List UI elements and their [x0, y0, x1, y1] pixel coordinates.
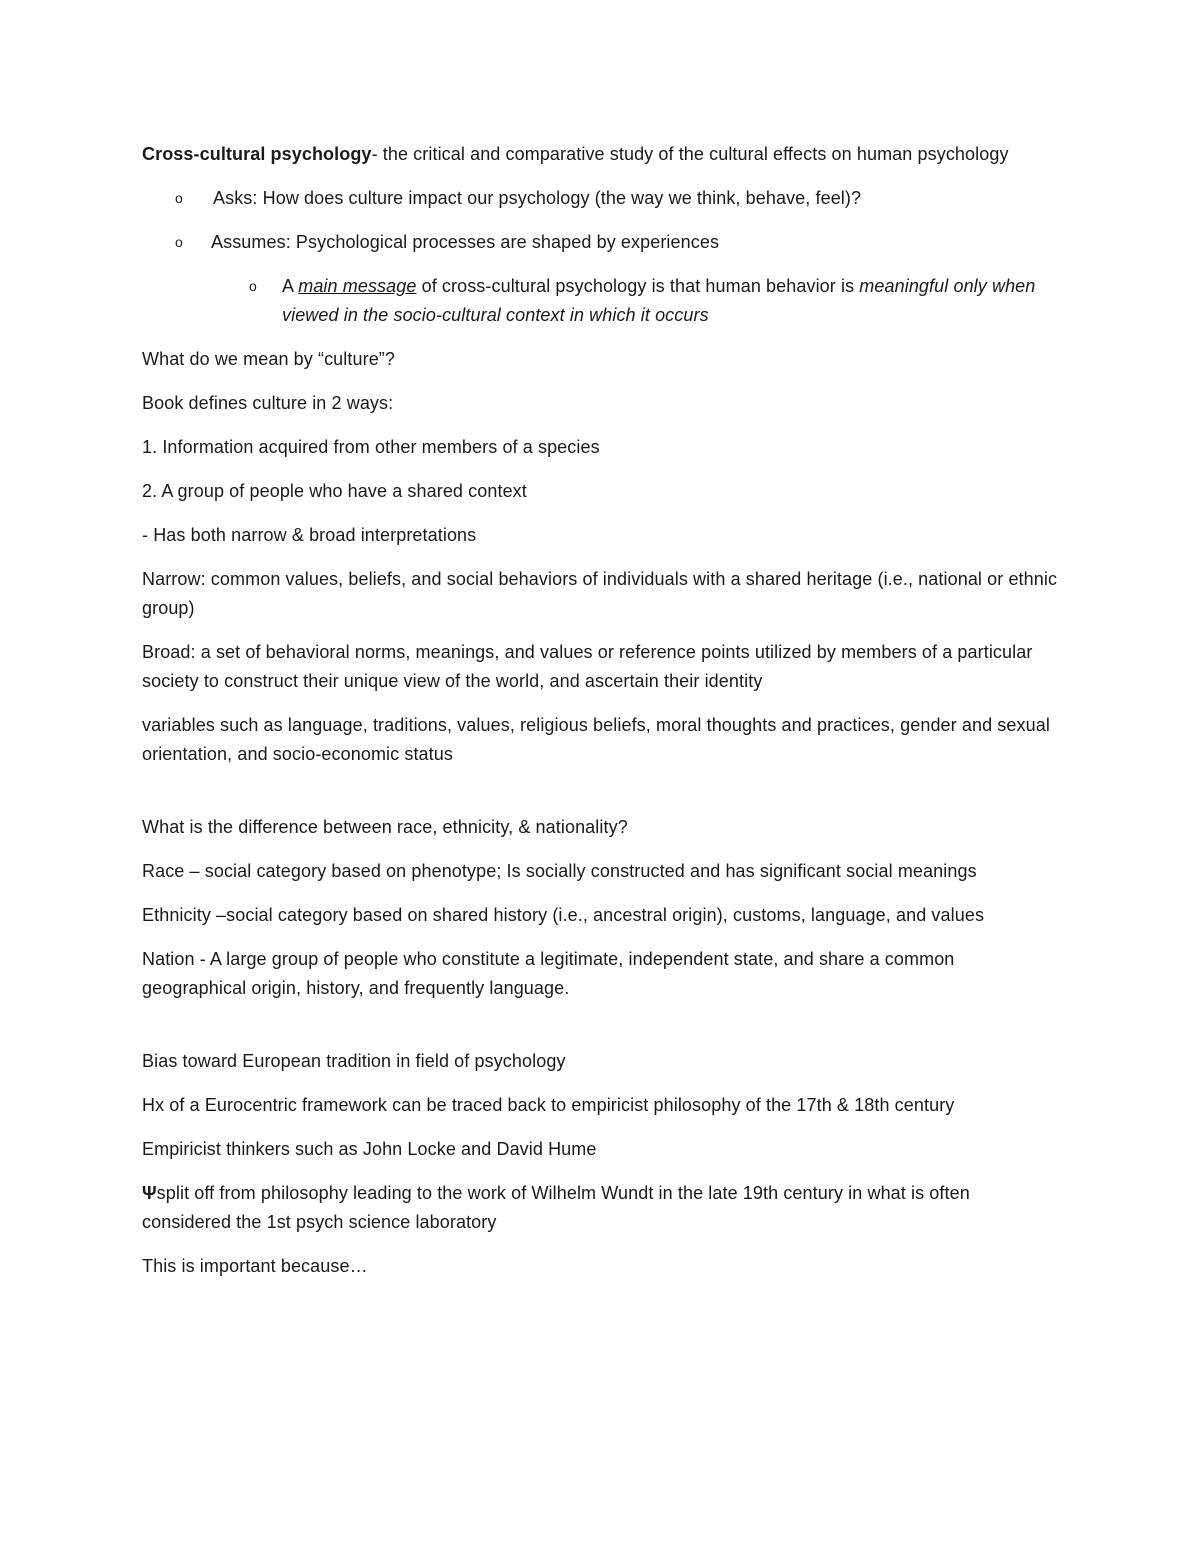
- bias-important: This is important because…: [142, 1256, 368, 1276]
- culture-book-definition: Book defines culture in 2 ways:: [142, 393, 394, 413]
- main-message-underlined: main message: [298, 276, 417, 296]
- bias-psi-paragraph: [142, 1179, 1062, 1237]
- nation-definition: Nation - A large group of people who constitute a legitimate, independent state, and share a common geographical origin, history, and frequently language.: [142, 949, 955, 998]
- sub-bullet-middle: of cross-cultural psychology is that human behavior is: [416, 276, 860, 296]
- culture-broad: Broad: a set of behavioral norms, meanings, and values or reference points utilized by members of a particular society to construct their unique view of the world, and ascertain their identity: [142, 642, 1033, 691]
- race-question: What is the difference between race, ethnicity, & nationality?: [142, 817, 628, 837]
- culture-interpretations: - Has both narrow & broad interpretations: [142, 525, 477, 545]
- sub-bullet-prefix: A: [282, 276, 299, 296]
- bias-empiricist: Empiricist thinkers such as John Locke and David Hume: [142, 1139, 597, 1159]
- culture-narrow: Narrow: common values, beliefs, and social behaviors of individuals with a shared heritage (i.e., national or ethnic group): [142, 569, 1058, 618]
- bullet-marker: o: [175, 234, 183, 250]
- bullet-asks-text: Asks: How does culture impact our psychology (the way we think, behave, feel)?: [213, 188, 862, 208]
- document-body: [142, 140, 1062, 1296]
- race-definition: Race – social category based on phenotype; Is socially constructed and has significant social meanings: [142, 861, 977, 881]
- definition-paragraph: [142, 140, 1062, 169]
- spacer: [142, 1018, 1062, 1047]
- psi-text: split off from philosophy leading to the work of Wilhelm Wundt in the late 19th century in what is often considered the 1st psych science laboratory: [142, 1183, 970, 1232]
- ethnicity-definition: Ethnicity –social category based on shared history (i.e., ancestral origin), customs, language, and values: [142, 905, 985, 925]
- culture-definition-two: 2. A group of people who have a shared context: [142, 481, 527, 501]
- bias-heading: Bias toward European tradition in field of psychology: [142, 1051, 566, 1071]
- culture-variables: variables such as language, traditions, values, religious beliefs, moral thoughts and practices, gender and sexual orientation, and socio-economic status: [142, 715, 1050, 764]
- culture-definition-one: 1. Information acquired from other members of a species: [142, 437, 600, 457]
- psi-symbol: Ψ: [142, 1183, 157, 1203]
- bullet-assumes-text: Assumes: Psychological processes are shaped by experiences: [211, 232, 720, 252]
- sub-bullet-italic: meaningful only when viewed in the socio-cultural context in which it occurs: [282, 276, 1036, 325]
- bullet-asks: [142, 184, 1062, 213]
- spacer: [142, 784, 1062, 813]
- definition-text: - the critical and comparative study of the cultural effects on human psychology: [371, 144, 1009, 164]
- bullet-assumes: [142, 228, 1062, 257]
- bullet-marker: o: [175, 190, 183, 206]
- definition-term: Cross-cultural psychology: [142, 144, 372, 164]
- sub-bullet-main-message: [142, 272, 1062, 330]
- sub-bullet-marker: o: [249, 278, 257, 294]
- bias-history: Hx of a Eurocentric framework can be traced back to empiricist philosophy of the 17th & 18th century: [142, 1095, 955, 1115]
- culture-question: What do we mean by “culture”?: [142, 349, 396, 369]
